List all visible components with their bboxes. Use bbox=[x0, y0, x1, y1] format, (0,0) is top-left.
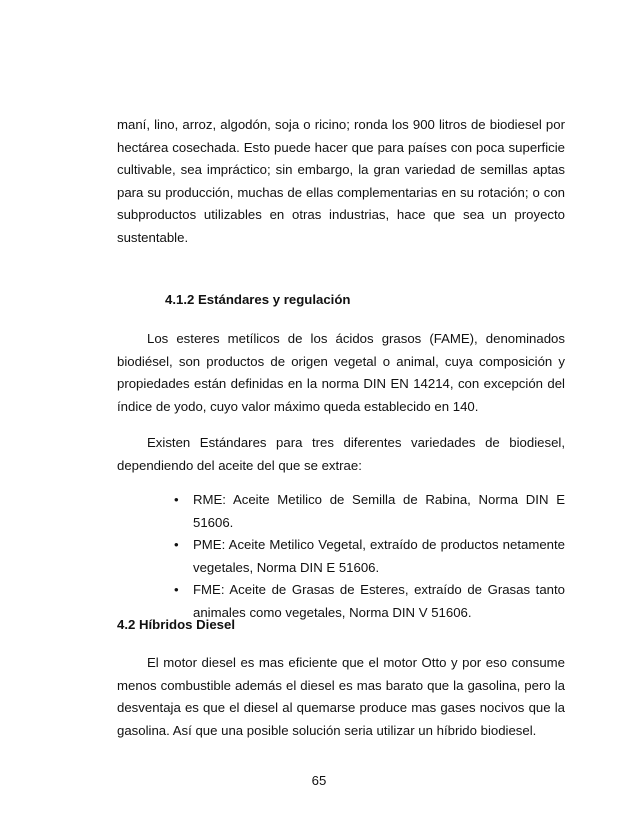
paragraph-text: El motor diesel es mas eficiente que el motor Otto y por eso consume menos combustible además el diesel es mas barato que la gasolina, pero la desventaja es que el diesel al quemarse produce mas gases nocivos que la gasolina. Así que una posible solución seria utilizar un híbrido biodiesel. bbox=[117, 655, 565, 738]
list-item bbox=[117, 534, 565, 579]
paragraph-crop-yield bbox=[117, 114, 565, 249]
bullet-icon: • bbox=[174, 537, 179, 552]
paragraph-diesel-hybrids bbox=[117, 652, 565, 742]
paragraph-standards bbox=[117, 432, 565, 477]
paragraph-fame bbox=[117, 328, 565, 418]
section-heading: 4.2 Híbridos Diesel bbox=[117, 617, 235, 632]
paragraph-text: Existen Estándares para tres diferentes variedades de biodiesel, dependiendo del aceite del que se extrae: bbox=[117, 435, 565, 473]
list-item-text: RME: Aceite Metilico de Semilla de Rabina, Norma DIN E 51606. bbox=[193, 492, 565, 530]
paragraph-text: Los esteres metílicos de los ácidos grasos (FAME), denominados biodiésel, son productos de origen vegetal o animal, cuya composición y propiedades están definidas en la norma DIN EN 14214, con excepción del índice de yodo, cuyo valor máximo queda establecido en 140. bbox=[117, 331, 565, 414]
bullet-icon: • bbox=[174, 582, 179, 597]
page-number: 65 bbox=[311, 773, 327, 788]
standards-list bbox=[117, 489, 565, 624]
section-subheading: 4.1.2 Estándares y regulación bbox=[165, 292, 351, 307]
bullet-icon: • bbox=[174, 492, 179, 507]
paragraph-text: maní, lino, arroz, algodón, soja o ricino; ronda los 900 litros de biodiesel por hectárea cosechada. Esto puede hacer que para países con poca superficie cultivable, sea impráctico; sin embargo, la gran variedad de semillas aptas para su producción, muchas de ellas complementarias en su rotación; o con subproductos utilizables en otras industrias, hace que sea un proyecto sustentable. bbox=[117, 117, 565, 245]
list-item-text: FME: Aceite de Grasas de Esteres, extraído de Grasas tanto animales como vegetales, Norma DIN V 51606. bbox=[193, 582, 565, 620]
list-item bbox=[117, 489, 565, 534]
list-item-text: PME: Aceite Metilico Vegetal, extraído de productos netamente vegetales, Norma DIN E 51606. bbox=[193, 537, 565, 575]
